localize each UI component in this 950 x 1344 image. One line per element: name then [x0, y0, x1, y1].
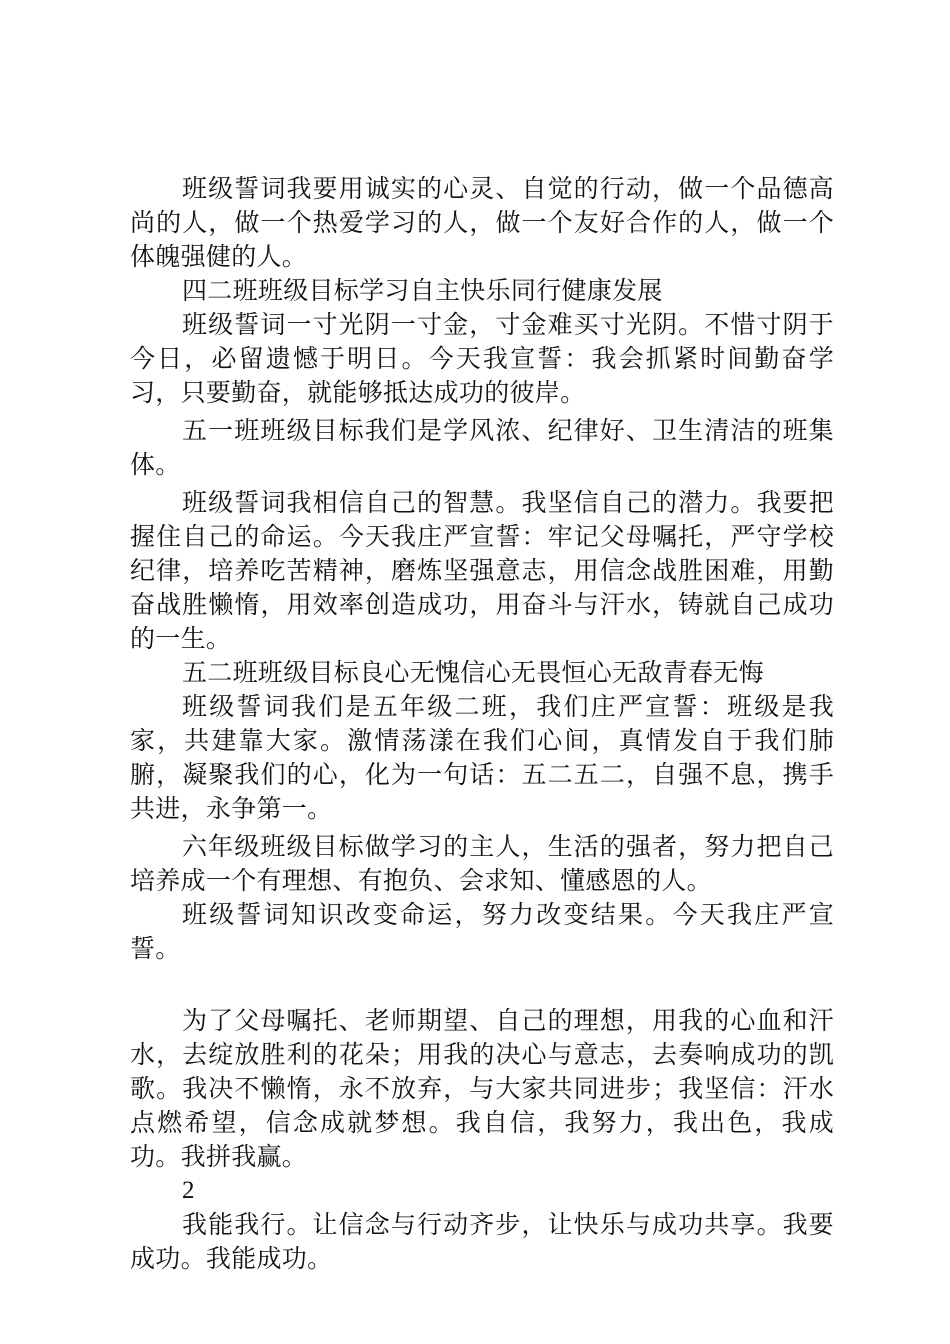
document-body [130, 172, 834, 1276]
paragraph-grade-6-goal: 六年级班级目标做学习的主人，生活的强者，努力把自己培养成一个有理想、有抱负、会求知、懂感恩的人。 [130, 832, 834, 895]
paragraph-grade-6-oath: 班级誓词知识改变命运，努力改变结果。今天我庄严宣誓。 [130, 900, 834, 963]
paragraph-closing: 我能我行。让信念与行动齐步，让快乐与成功共享。我要成功。我能成功。 [130, 1210, 834, 1273]
paragraph-class-4-2-goal: 四二班班级目标学习自主快乐同行健康发展 [182, 276, 663, 305]
page-number: 2 [182, 1177, 195, 1204]
paragraph-class-4-2-oath: 班级誓词一寸光阴一寸金，寸金难买寸光阴。不惜寸阴于今日，必留遗憾于明日。今天我宣誓：我会抓紧时间勤奋学习，只要勤奋，就能够抵达成功的彼岸。 [130, 310, 834, 407]
paragraph-class-5-2-goal: 五二班班级目标良心无愧信心无畏恒心无敌青春无悔 [182, 658, 764, 687]
paragraph-class-oath-intro: 班级誓词我要用诚实的心灵、自觉的行动，做一个品德高尚的人，做一个热爱学习的人，做一个友好合作的人，做一个体魄强健的人。 [130, 174, 834, 271]
paragraph-class-5-1-oath: 班级誓词我相信自己的智慧。我坚信自己的潜力。我要把握住自己的命运。今天我庄严宣誓：牢记父母嘱托，严守学校纪律，培养吃苦精神，磨炼坚强意志，用信念战胜困难，用勤奋战胜懒惰，用效率创造成功，用奋斗与汗水，铸就自己成功的一生。 [130, 488, 834, 653]
paragraph-oath-continued: 为了父母嘱托、老师期望、自己的理想，用我的心血和汗水，去绽放胜利的花朵；用我的决心与意志，去奏响成功的凯歌。我决不懒惰，永不放弃，与大家共同进步；我坚信：汗水点燃希望，信念成就梦想。我自信，我努力，我出色，我成功。我拼我赢。 [130, 1006, 834, 1171]
paragraph-class-5-1-goal: 五一班班级目标我们是学风浓、纪律好、卫生清洁的班集体。 [130, 416, 834, 479]
paragraph-class-5-2-oath: 班级誓词我们是五年级二班，我们庄严宣誓：班级是我家，共建靠大家。激情荡漾在我们心间，真情发自于我们肺腑，凝聚我们的心，化为一句话：五二五二，自强不息，携手共进，永争第一。 [130, 692, 834, 823]
